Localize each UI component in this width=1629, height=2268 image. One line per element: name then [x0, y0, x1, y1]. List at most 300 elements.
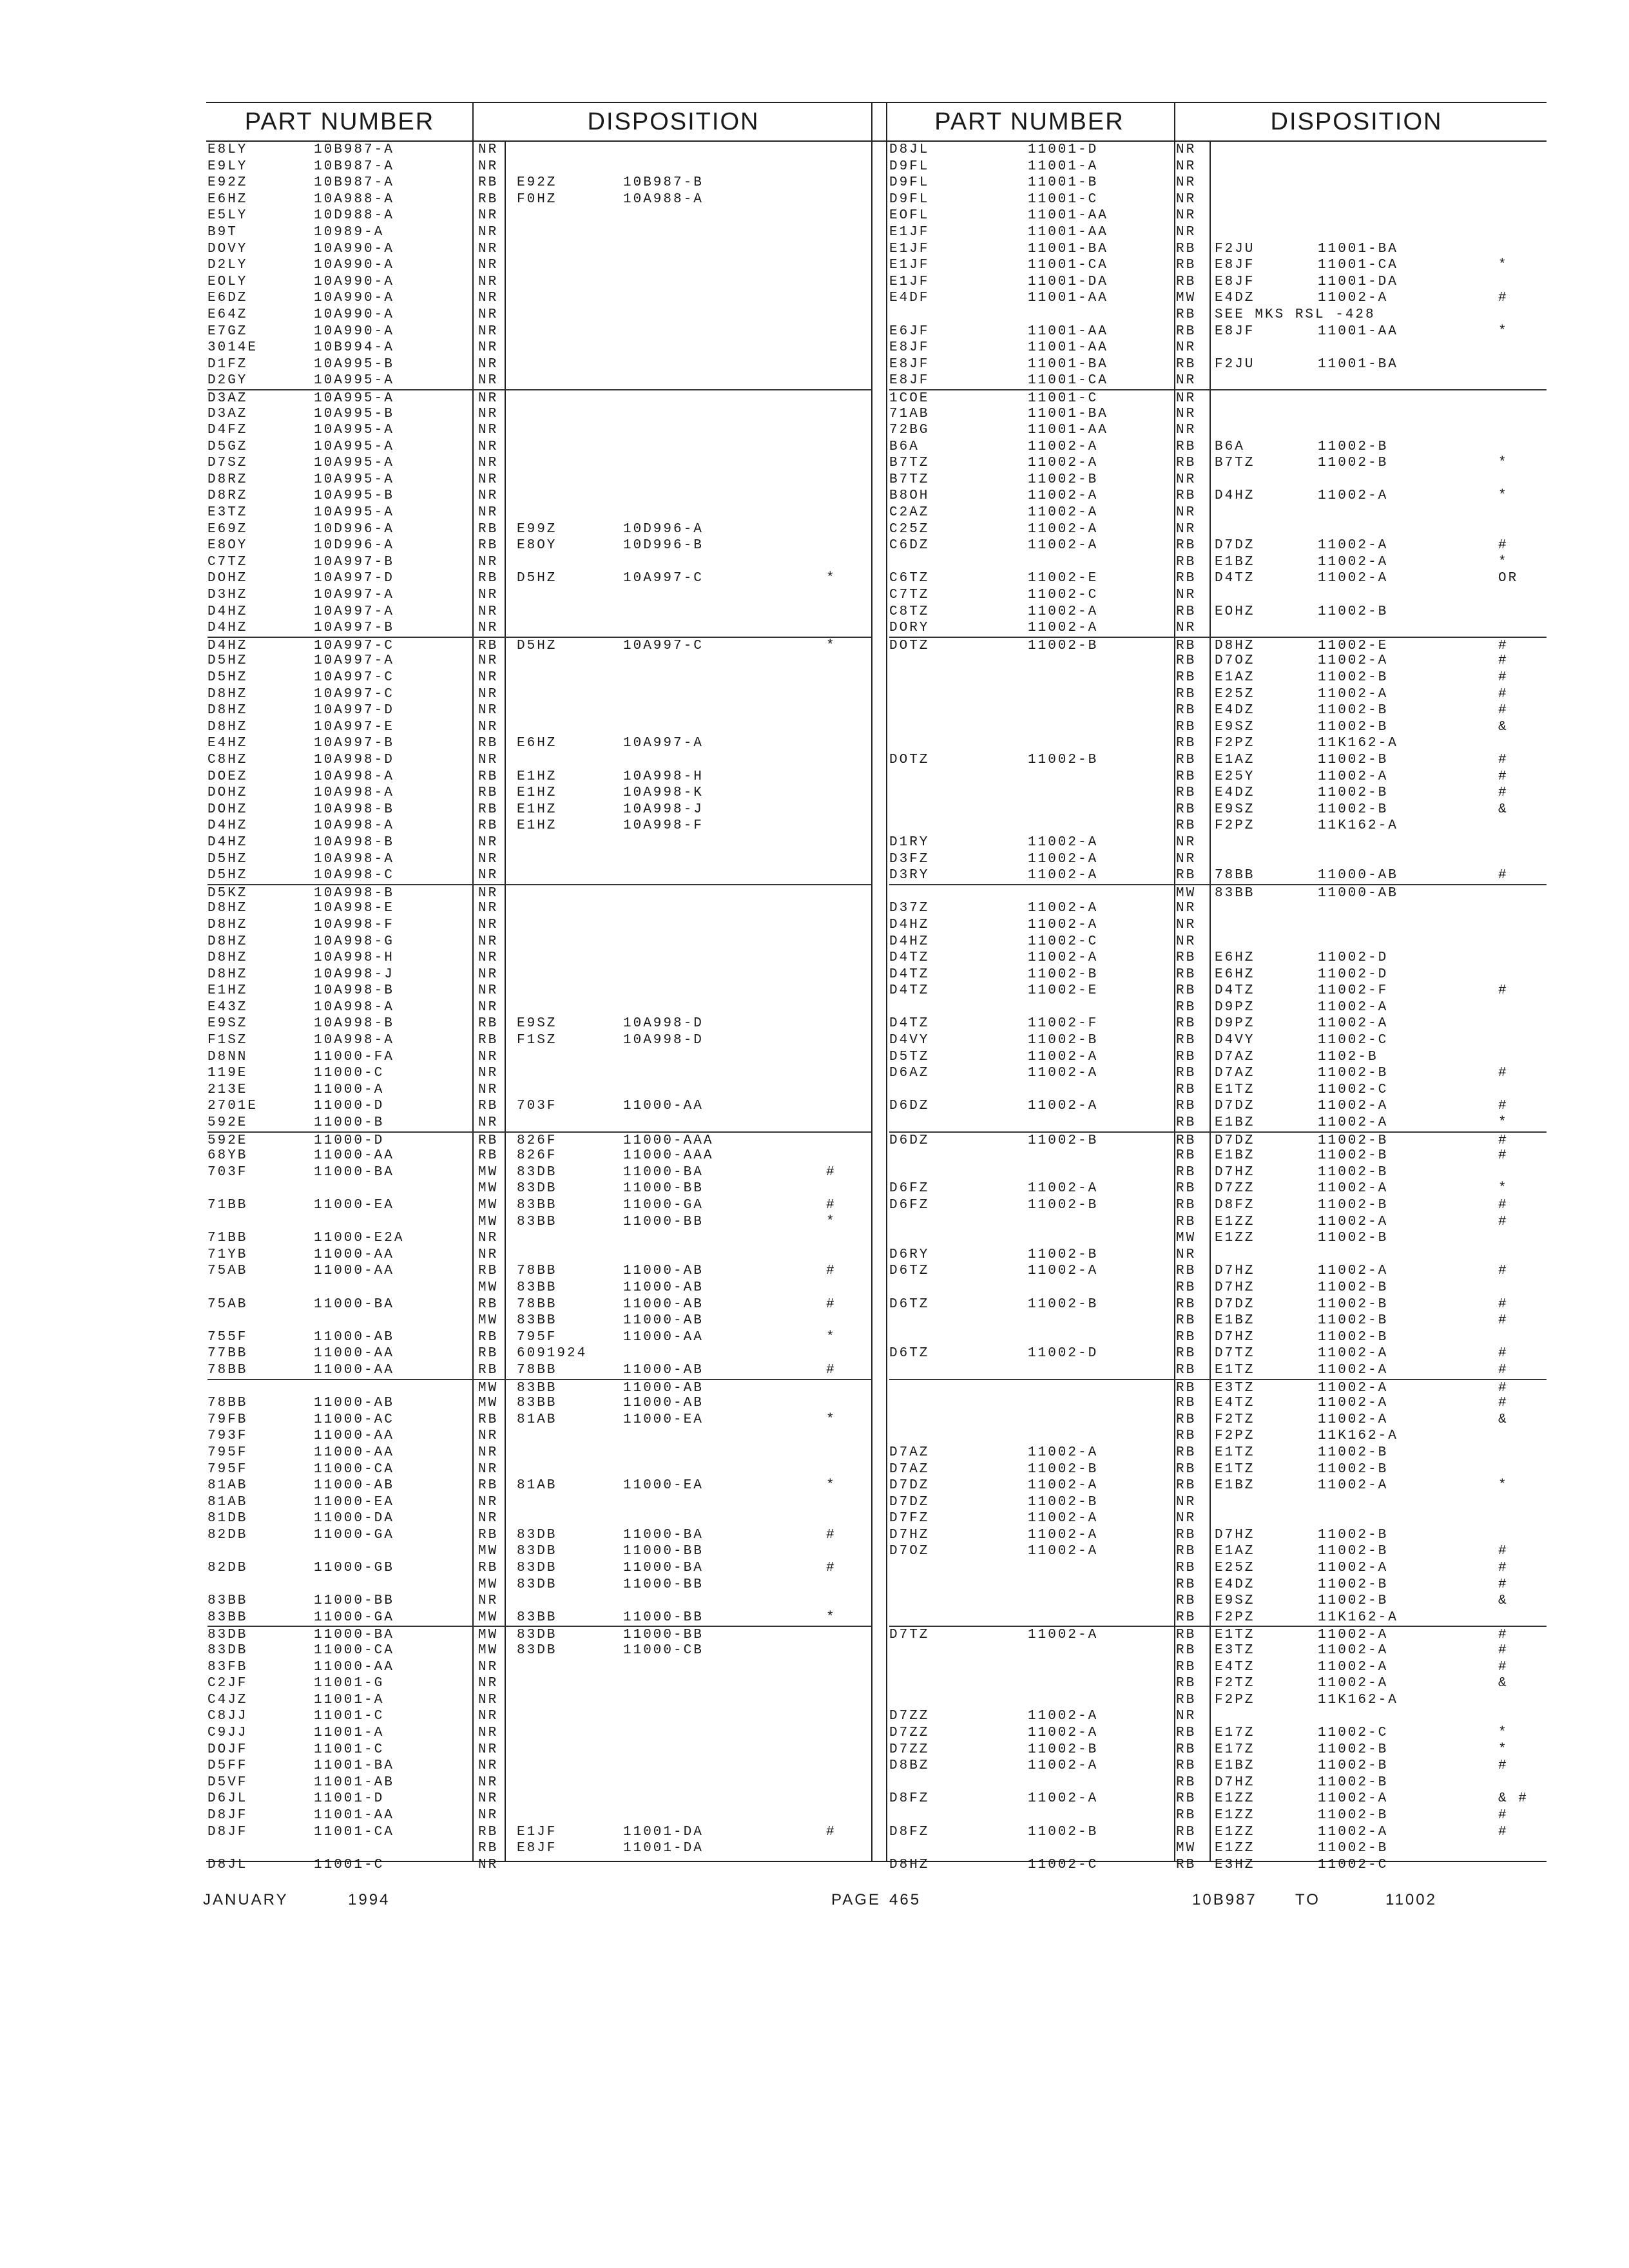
table-row	[889, 1774, 1547, 1791]
part-number: 10A995-A	[314, 373, 394, 389]
part-prefix: D4FZ	[207, 423, 248, 438]
new-prefix: E9SZ	[1215, 719, 1255, 735]
disposition-code: RB	[478, 1148, 499, 1164]
new-prefix: E25Z	[1215, 1561, 1255, 1576]
new-prefix: D7DZ	[1215, 1296, 1255, 1312]
disposition-code: MW	[478, 1214, 499, 1229]
part-prefix: D9FL	[889, 159, 930, 174]
disposition-code: MW	[478, 1628, 499, 1643]
part-number: 11002-E	[1028, 571, 1099, 586]
part-number: 11002-A	[1028, 505, 1099, 521]
table-row	[889, 934, 1547, 950]
new-prefix: 83DB	[517, 1643, 557, 1658]
new-part-number: 11002-B	[1318, 1133, 1389, 1148]
new-prefix: 6091924	[517, 1346, 588, 1361]
table-row	[207, 620, 871, 637]
part-number: 10A997-E	[314, 719, 394, 735]
footer-range-to: 11002	[1385, 1891, 1437, 1908]
part-number: 10A998-B	[314, 834, 394, 850]
table-row	[207, 406, 871, 423]
table-row	[207, 1180, 871, 1197]
disposition-code: NR	[478, 1066, 499, 1081]
part-number: 10D996-A	[314, 521, 394, 537]
new-prefix: E6HZ	[1215, 966, 1255, 982]
part-number: 10D988-A	[314, 208, 394, 224]
table-row	[889, 1642, 1547, 1659]
part-prefix: D4TZ	[889, 950, 930, 966]
new-part-number: 11K162-A	[1318, 1610, 1398, 1625]
disposition-code: RB	[1176, 274, 1197, 289]
disposition-code: NR	[1176, 406, 1197, 421]
part-prefix: E69Z	[207, 521, 248, 537]
new-part-number: 11002-B	[1318, 1231, 1389, 1246]
note-mark: #	[1498, 686, 1509, 702]
new-part-number: 11002-B	[1318, 1774, 1389, 1790]
new-prefix: 83DB	[517, 1577, 557, 1592]
new-prefix: E1JF	[517, 1824, 557, 1840]
table-row	[889, 1131, 1547, 1148]
disposition-code: NR	[478, 1049, 499, 1064]
new-part-number: 11002-C	[1318, 1857, 1389, 1872]
note-mark: #	[1498, 785, 1509, 801]
new-prefix: D7HZ	[1215, 1264, 1255, 1279]
table-row	[889, 1758, 1547, 1774]
note-mark: *	[826, 1214, 836, 1229]
right-disposition-header: DISPOSITION	[1270, 108, 1443, 135]
disposition-code: NR	[478, 1725, 499, 1740]
part-prefix: 592E	[207, 1133, 248, 1148]
note-mark: #	[1498, 1066, 1509, 1081]
table-row	[889, 1445, 1547, 1461]
disposition-code: NR	[1176, 224, 1197, 240]
part-prefix: D8RZ	[207, 472, 248, 487]
note-mark: *	[1498, 1478, 1509, 1494]
new-prefix: 78BB	[517, 1264, 557, 1279]
part-prefix: D8RZ	[207, 488, 248, 504]
table-row	[207, 1098, 871, 1115]
disposition-code: RB	[1176, 1610, 1197, 1625]
note-mark: #	[826, 1561, 836, 1576]
table-row	[889, 1148, 1547, 1164]
disposition-code: NR	[1176, 390, 1197, 406]
disposition-code: RB	[1176, 1016, 1197, 1032]
new-part-number: 11000-AB	[623, 1313, 704, 1329]
disposition-code: RB	[1176, 1561, 1197, 1576]
disposition-code: RB	[1176, 769, 1197, 784]
part-number: 11002-B	[1028, 1494, 1099, 1510]
new-part-number: 11000-BA	[623, 1561, 704, 1576]
disposition-code: RB	[478, 1412, 499, 1427]
new-part-number: 11002-B	[1318, 1329, 1389, 1345]
table-row	[889, 785, 1547, 802]
part-number: 11002-B	[1028, 472, 1099, 487]
disposition-code: MW	[478, 1643, 499, 1658]
table-row	[889, 1610, 1547, 1626]
part-number: 11001-CA	[1028, 373, 1108, 389]
disposition-code: NR	[1176, 1494, 1197, 1510]
disposition-code: MW	[1176, 1841, 1197, 1856]
new-part-number: 11001-CA	[1318, 258, 1398, 273]
table-row	[207, 1807, 871, 1824]
table-row	[207, 1296, 871, 1313]
part-prefix: B9T	[207, 224, 238, 240]
note-mark: #	[1498, 291, 1509, 306]
disposition-code: NR	[478, 834, 499, 850]
table-row	[207, 1445, 871, 1461]
part-prefix: D4HZ	[207, 620, 248, 636]
new-prefix: E1AZ	[1215, 752, 1255, 767]
new-prefix: D7OZ	[1215, 653, 1255, 669]
part-prefix: D3AZ	[207, 390, 248, 406]
disposition-code: NR	[1176, 521, 1197, 537]
part-number: 10A998-F	[314, 917, 394, 932]
disposition-code: NR	[478, 1676, 499, 1691]
part-prefix: 81DB	[207, 1511, 248, 1526]
note-mark: #	[1498, 1264, 1509, 1279]
new-part-number: 11K162-A	[1318, 736, 1398, 751]
new-prefix: D7TZ	[1215, 1346, 1255, 1361]
part-prefix: D5HZ	[207, 670, 248, 685]
note-mark: &	[1498, 802, 1509, 817]
new-prefix: 83BB	[517, 1198, 557, 1213]
new-part-number: 11002-A	[1318, 1099, 1389, 1114]
part-prefix: D7AZ	[889, 1461, 930, 1477]
new-part-number: 11000-AB	[623, 1296, 704, 1312]
table-row	[207, 241, 871, 258]
new-part-number: 11002-B	[1318, 1841, 1389, 1856]
new-part-number: 11002-A	[1318, 1824, 1389, 1840]
table-row	[889, 159, 1547, 175]
table-row	[207, 802, 871, 818]
part-number: 10A998-A	[314, 769, 394, 784]
table-row	[207, 1049, 871, 1066]
part-prefix: C7TZ	[889, 588, 930, 603]
table-row	[889, 1560, 1547, 1577]
disposition-code: RB	[478, 1296, 499, 1312]
new-prefix: F2PZ	[1215, 1428, 1255, 1444]
part-number: 10D996-A	[314, 538, 394, 553]
disposition-code: RB	[1176, 604, 1197, 619]
new-part-number: 11002-B	[1318, 1742, 1389, 1757]
part-prefix: DORY	[889, 620, 930, 636]
part-number: 10A995-A	[314, 390, 394, 406]
new-prefix: E1BZ	[1215, 1758, 1255, 1774]
note-mark: #	[1498, 752, 1509, 767]
part-prefix: 83FB	[207, 1659, 248, 1675]
disposition-code: MW	[1176, 1231, 1197, 1246]
part-prefix: EOLY	[207, 274, 248, 289]
part-number: 11000-EA	[314, 1198, 394, 1213]
disposition-code: NR	[1176, 159, 1197, 174]
table-row	[207, 1708, 871, 1725]
disposition-code: RB	[478, 802, 499, 817]
table-row	[889, 834, 1547, 851]
new-prefix: E1BZ	[1215, 1313, 1255, 1329]
part-prefix: 795F	[207, 1461, 248, 1477]
part-number: 11001-AA	[1028, 323, 1108, 339]
new-part-number: 11000-AB	[623, 1396, 704, 1411]
part-prefix: E9LY	[207, 159, 248, 174]
part-number: 10A998-D	[314, 752, 394, 767]
disposition-code: NR	[478, 488, 499, 504]
disposition-code: RB	[1176, 1214, 1197, 1229]
table-row	[889, 604, 1547, 620]
part-prefix: 79FB	[207, 1412, 248, 1427]
part-number: 11002-A	[1028, 834, 1099, 850]
disposition-code: RB	[1176, 307, 1197, 322]
part-prefix: D4HZ	[207, 818, 248, 834]
new-part-number: 11002-B	[1318, 1577, 1389, 1592]
new-part-number: 11002-A	[1318, 769, 1389, 784]
table-row	[889, 307, 1547, 323]
part-number: 10A995-B	[314, 356, 394, 372]
table-row	[207, 1230, 871, 1247]
note-mark: #	[1498, 1577, 1509, 1592]
part-prefix: D8HZ	[207, 686, 248, 702]
table-row	[889, 1412, 1547, 1428]
new-part-number: 11001-BA	[1318, 241, 1398, 256]
disposition-code: NR	[478, 241, 499, 256]
part-number: 10A995-A	[314, 423, 394, 438]
disposition-code: RB	[1176, 983, 1197, 999]
part-number: 10A995-A	[314, 472, 394, 487]
part-prefix: DOVY	[207, 241, 248, 256]
part-prefix: DOEZ	[207, 769, 248, 784]
new-prefix: D7ZZ	[1215, 1181, 1255, 1196]
part-number: 11002-A	[1028, 950, 1099, 966]
disposition-code: NR	[478, 340, 499, 356]
part-prefix: 71YB	[207, 1247, 248, 1262]
note-mark: *	[826, 1610, 836, 1625]
disposition-code: RB	[1176, 1807, 1197, 1823]
disposition-code: RB	[478, 521, 499, 537]
part-prefix: E6DZ	[207, 291, 248, 306]
part-prefix: 83DB	[207, 1643, 248, 1658]
table-row	[889, 1345, 1547, 1362]
part-number: 11001-AA	[1028, 208, 1108, 224]
part-number: 11002-A	[1028, 1628, 1099, 1643]
part-number: 11000-BA	[314, 1164, 394, 1180]
note-mark: *	[826, 1478, 836, 1494]
table-row	[889, 1675, 1547, 1692]
part-number: 11001-B	[1028, 175, 1099, 191]
part-prefix: 82DB	[207, 1561, 248, 1576]
new-part-number: 11002-B	[1318, 456, 1389, 471]
new-prefix: D5HZ	[517, 571, 557, 586]
part-prefix: D5HZ	[207, 653, 248, 669]
new-part-number: 11002-A	[1318, 1214, 1389, 1229]
footer-year: 1994	[348, 1891, 390, 1908]
new-part-number: 11000-AB	[1318, 885, 1398, 901]
part-prefix: D7FZ	[889, 1511, 930, 1526]
disposition-code: RB	[478, 785, 499, 801]
new-prefix: F2PZ	[1215, 736, 1255, 751]
new-part-number: 11002-C	[1318, 1082, 1389, 1097]
part-prefix: D8HZ	[207, 719, 248, 735]
table-row	[207, 1791, 871, 1807]
new-part-number: 11000-AB	[623, 1264, 704, 1279]
disposition-code: RB	[1176, 1198, 1197, 1213]
right-part-number-header: PART NUMBER	[934, 108, 1124, 135]
table-row	[889, 769, 1547, 785]
part-prefix: E43Z	[207, 999, 248, 1015]
new-prefix: D7DZ	[1215, 538, 1255, 553]
part-number: 11002-A	[1028, 1527, 1099, 1542]
disposition-code: RB	[478, 1133, 499, 1148]
new-prefix: E3TZ	[1215, 1380, 1255, 1396]
new-part-number: 11002-A	[1318, 538, 1389, 553]
new-prefix: E92Z	[517, 175, 557, 191]
table-row	[889, 702, 1547, 719]
part-prefix: E1JF	[889, 241, 930, 256]
part-prefix: D5HZ	[207, 851, 248, 867]
part-prefix: D7DZ	[889, 1494, 930, 1510]
part-number: 10A995-A	[314, 456, 394, 471]
new-prefix: E3HZ	[1215, 1857, 1255, 1872]
new-part-number: 10A997-C	[623, 638, 704, 653]
disposition-code: NR	[478, 505, 499, 521]
new-prefix: D9PZ	[1215, 999, 1255, 1015]
part-prefix: 703F	[207, 1164, 248, 1180]
new-part-number: 11002-A	[1318, 1346, 1389, 1361]
disposition-code: RB	[478, 1329, 499, 1345]
part-number: 11000-GB	[314, 1561, 394, 1576]
table-row	[207, 1857, 871, 1874]
disposition-code: NR	[478, 1082, 499, 1097]
part-prefix: E1HZ	[207, 983, 248, 999]
note-mark: #	[1498, 1313, 1509, 1329]
part-prefix: E6HZ	[207, 191, 248, 207]
disposition-code: RB	[1176, 752, 1197, 767]
table-row	[207, 1164, 871, 1181]
table-row	[889, 1230, 1547, 1247]
disposition-code: NR	[478, 983, 499, 999]
part-prefix: D7TZ	[889, 1628, 930, 1643]
new-prefix: 826F	[517, 1133, 557, 1148]
disposition-code: NR	[478, 851, 499, 867]
part-prefix: D6RY	[889, 1247, 930, 1262]
new-prefix: E99Z	[517, 521, 557, 537]
part-number: 11002-B	[1028, 1824, 1099, 1840]
part-prefix: 81AB	[207, 1494, 248, 1510]
table-row	[207, 1527, 871, 1544]
disposition-code: NR	[1176, 505, 1197, 521]
table-row	[889, 867, 1547, 884]
disposition-code: NR	[478, 1231, 499, 1246]
new-prefix: D7HZ	[1215, 1774, 1255, 1790]
new-prefix: E4TZ	[1215, 1659, 1255, 1675]
disposition-code: RB	[1176, 1857, 1197, 1872]
disposition-code: MW	[478, 1280, 499, 1295]
new-part-number: 10A997-A	[623, 736, 704, 751]
part-prefix: B8OH	[889, 488, 930, 504]
disposition-code: RB	[1176, 1461, 1197, 1477]
new-part-number: 11002-A	[1318, 1396, 1389, 1411]
table-row	[207, 653, 871, 669]
table-row	[889, 570, 1547, 587]
part-number: 11002-A	[1028, 604, 1099, 619]
footer-page-label: PAGE	[831, 1891, 881, 1908]
table-row	[207, 983, 871, 999]
new-prefix: 81AB	[517, 1478, 557, 1494]
new-part-number: 10A998-D	[623, 1016, 704, 1032]
part-number: 10A997-C	[314, 670, 394, 685]
table-row	[889, 802, 1547, 818]
new-part-number: 10B987-B	[623, 175, 704, 191]
part-prefix: B7TZ	[889, 472, 930, 487]
disposition-code: RB	[1176, 1164, 1197, 1180]
disposition-code: RB	[1176, 1099, 1197, 1114]
table-row	[207, 966, 871, 983]
new-part-number: 11001-DA	[623, 1824, 704, 1840]
new-prefix: E17Z	[1215, 1725, 1255, 1740]
new-part-number: 11000-BB	[623, 1577, 704, 1592]
part-number: 11002-B	[1028, 1133, 1099, 1148]
note-mark: #	[1498, 1148, 1509, 1164]
new-part-number: 11002-A	[1318, 1181, 1389, 1196]
table-row	[889, 983, 1547, 999]
disposition-code: RB	[1176, 356, 1197, 372]
center-divider-a	[871, 103, 872, 1862]
table-row	[889, 1857, 1547, 1874]
disposition-code: RB	[1176, 1181, 1197, 1196]
table-row	[207, 1312, 871, 1329]
table-row	[207, 224, 871, 241]
new-part-number: 11002-A	[1318, 554, 1389, 570]
new-prefix: SEE MKS RSL -428	[1215, 307, 1376, 322]
new-prefix: 83DB	[517, 1164, 557, 1180]
part-prefix: C6TZ	[889, 571, 930, 586]
new-prefix: 78BB	[517, 1362, 557, 1378]
part-number: 11001-C	[314, 1709, 385, 1724]
disposition-code: NR	[478, 885, 499, 901]
disposition-code: RB	[478, 818, 499, 834]
new-prefix: E1HZ	[517, 802, 557, 817]
note-mark: #	[1498, 1133, 1509, 1148]
note-mark: #	[1498, 769, 1509, 784]
table-row	[207, 818, 871, 834]
part-prefix: D8HZ	[889, 1857, 930, 1872]
disposition-code: RB	[1176, 1791, 1197, 1807]
part-number: 11002-A	[1028, 1709, 1099, 1724]
new-part-number: 11002-A	[1318, 1628, 1389, 1643]
new-prefix: 83DB	[517, 1527, 557, 1542]
part-prefix: D8JL	[889, 142, 930, 157]
table-row	[889, 372, 1547, 389]
new-prefix: E1HZ	[517, 785, 557, 801]
new-prefix: E1BZ	[1215, 1478, 1255, 1494]
table-row	[207, 1412, 871, 1428]
part-number: 10A997-A	[314, 588, 394, 603]
new-part-number: 11002-D	[1318, 950, 1389, 966]
part-prefix: 77BB	[207, 1346, 248, 1361]
table-row	[889, 406, 1547, 423]
part-prefix: C7TZ	[207, 554, 248, 570]
disposition-code: RB	[1176, 1659, 1197, 1675]
part-prefix: 795F	[207, 1445, 248, 1460]
part-prefix: D6FZ	[889, 1198, 930, 1213]
new-part-number: 11002-A	[1318, 1643, 1389, 1658]
note-mark: *	[1498, 1115, 1509, 1131]
disposition-code: NR	[478, 934, 499, 949]
new-prefix: D7HZ	[1215, 1280, 1255, 1295]
part-number: 10A995-A	[314, 439, 394, 454]
note-mark: *	[1498, 456, 1509, 471]
table-row	[207, 537, 871, 554]
new-prefix: E1HZ	[517, 818, 557, 834]
disposition-code: RB	[1176, 1412, 1197, 1427]
table-row	[889, 142, 1547, 159]
